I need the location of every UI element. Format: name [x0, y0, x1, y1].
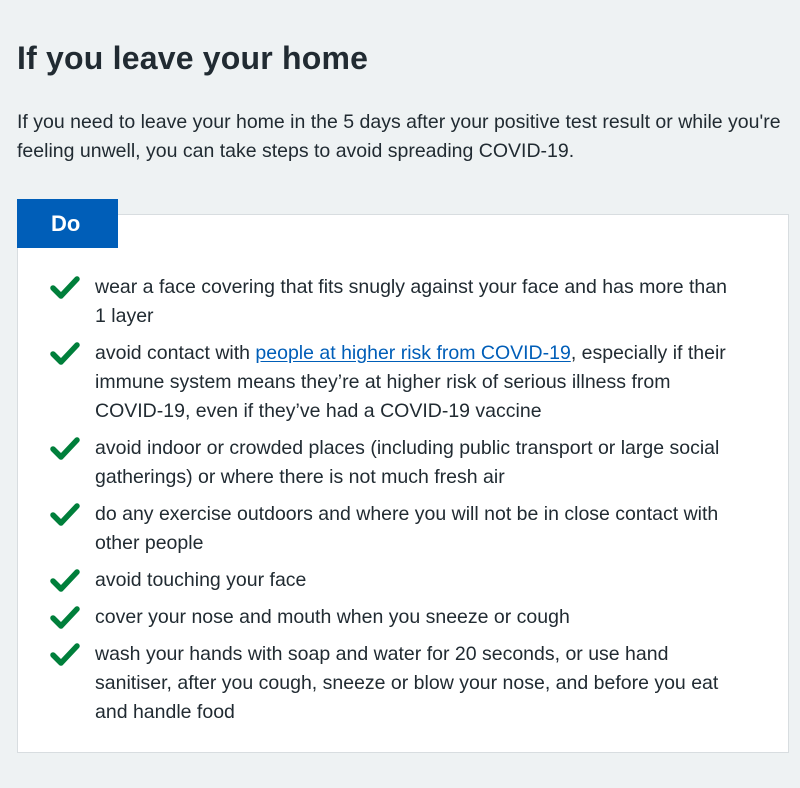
intro-paragraph: If you need to leave your home in the 5 days after your positive test result or while you're feeling unwell, you can take steps to avoid spreading COVID-19.: [17, 111, 781, 162]
do-item-text: cover your nose and mouth when you sneeze or cough: [95, 606, 570, 628]
do-list-panel: [17, 211, 789, 753]
do-list-item: [50, 640, 740, 727]
do-list-item: [50, 603, 740, 632]
tick-icon: [50, 606, 80, 630]
tick-icon: [50, 569, 80, 593]
do-list-item: [50, 500, 740, 558]
do-list: [50, 273, 740, 735]
do-item-text: wear a face covering that fits snugly against your face and has more than 1 layer: [95, 276, 727, 327]
tick-icon: [50, 276, 80, 300]
do-item-text: wash your hands with soap and water for 20 seconds, or use hand sanitiser, after you cough, sneeze or blow your nose, and before you eat and handle food: [95, 643, 719, 723]
do-item-text: avoid touching your face: [95, 569, 307, 591]
tick-icon: [50, 503, 80, 527]
do-list-item: [50, 339, 740, 426]
section-heading: If you leave your home: [17, 40, 369, 76]
tick-icon: [50, 437, 80, 461]
do-item-text: do any exercise outdoors and where you will not be in close contact with other people: [95, 503, 719, 554]
do-item-text-before-link: avoid contact with: [95, 342, 256, 364]
higher-risk-link[interactable]: people at higher risk from COVID-19: [255, 342, 571, 364]
do-list-item: [50, 434, 740, 492]
do-list-item: [50, 566, 740, 595]
do-item-text-after-link: , especially if their immune system means they’re at higher risk of serious illness from COVID-19, even if they’ve had a COVID-19 vaccine: [95, 342, 726, 422]
do-list-item: [50, 273, 740, 331]
do-item-text: avoid indoor or crowded places (including public transport or large social gatherings) or where there is not much fresh air: [95, 437, 720, 488]
do-label: Do: [17, 199, 118, 248]
tick-icon: [50, 643, 80, 667]
tick-icon: [50, 342, 80, 366]
